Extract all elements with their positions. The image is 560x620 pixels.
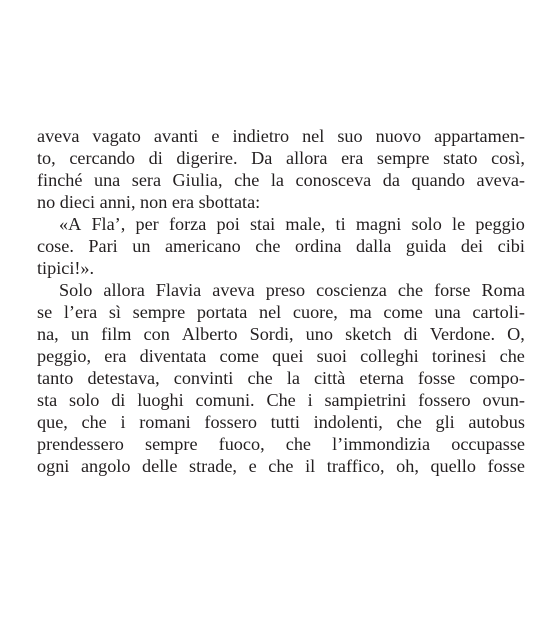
text-line: tipici!». [37, 258, 95, 278]
text-line: ogni angolo delle strade, e che il traffico, oh, quello fosse [37, 456, 525, 476]
text-line: finché una sera Giulia, che la conosceva da quando aveva- [37, 170, 525, 190]
text-line: cose. Pari un americano che ordina dalla guida dei cibi [37, 236, 525, 256]
text-line: Solo allora Flavia aveva preso coscienza che forse Roma [59, 280, 525, 300]
text-line: to, cercando di digerire. Da allora era sempre stato così, [37, 148, 525, 168]
body-text [37, 125, 525, 477]
text-line: no dieci anni, non era sbottata: [37, 192, 261, 212]
text-line: que, che i romani fossero tutti indolenti, che gli autobus [37, 412, 525, 432]
text-line: aveva vagato avanti e indietro nel suo nuovo appartamen- [37, 126, 525, 146]
text-line: se l’era sì sempre portata nel cuore, ma come una cartoli- [37, 302, 525, 322]
text-line: na, un film con Alberto Sordi, uno sketch di Verdone. O, [37, 324, 525, 344]
text-line: tanto detestava, convinti che la città eterna fosse compo- [37, 368, 525, 388]
text-line: «A Fla’, per forza poi stai male, ti magni solo le peggio [59, 214, 525, 234]
text-line: sta solo di luoghi comuni. Che i sampietrini fossero ovun- [37, 390, 525, 410]
text-line: peggio, era diventata come quei suoi colleghi torinesi che [37, 346, 525, 366]
text-line: prendessero sempre fuoco, che l’immondizia occupasse [37, 434, 525, 454]
